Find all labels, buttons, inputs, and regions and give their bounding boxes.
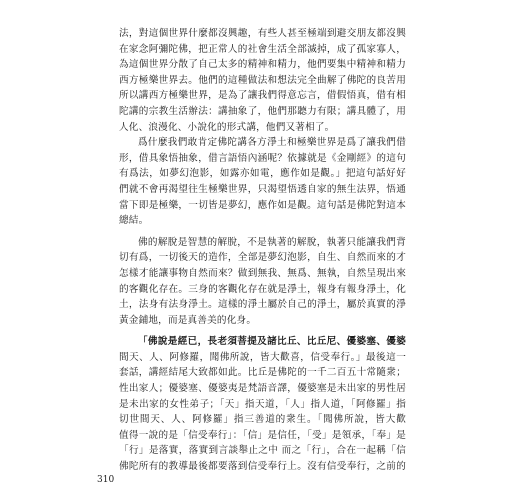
text-line: 「行」是落實，落實到言談舉止之中 而之「行」，合在一起稱「信 <box>119 445 406 457</box>
paragraph-2 <box>119 135 406 229</box>
paragraph-3 <box>119 235 406 329</box>
text-line: 人化、浪漫化、小說化的形式講，他們又著相了。 <box>119 121 335 133</box>
text-line: 佛的解脫是智慧的解脫，不是執著的解脫，執著只能讓我們背 <box>138 236 406 248</box>
text-line: 爲什麼我們敢肯定佛陀講各方淨土和極樂世界是爲了讓我們借 <box>138 137 406 149</box>
text-line: 總結。 <box>119 215 149 227</box>
text-line: 所以講西方極樂世界，是為了讓我們得意忘言，借假悟真，借有相 <box>119 90 406 102</box>
body-text <box>119 26 406 475</box>
text-line: 為這個世界分散了自己太多的精神和精力，他們要集中精神和精力 <box>119 59 406 71</box>
text-line: 怎樣才能讓事物自然而來？做到無我、無爲、無執，自然呈現出來 <box>119 267 406 279</box>
text-line: 間天、人、阿修羅，聞佛所說，皆大歡喜，信受奉行。」最後這一 <box>119 351 406 363</box>
text-line: 套話，講經結尾大致都如此。比丘是佛陀的一千二百五十常隨衆； <box>119 367 406 379</box>
text-line: 形，借具象悟抽象，借言語悟內涵呢？依據就是《金剛經》的這句 <box>119 152 406 164</box>
text-line: 西方極樂世界去。他們的這種做法和想法完全曲解了佛陀的良苦用 <box>119 74 406 86</box>
text-line: 值得一說的是「信受奉行」：「信」是信任，「受」是領承，「奉」是 <box>119 429 406 441</box>
text-line: 土，法身有法身淨土。這樣的淨土屬於自己的淨土，屬於真實的淨 <box>119 299 406 311</box>
text-line: 性出家人；優婆塞、優婆夷是梵語音譯，優婆塞是未出家的男性居 <box>119 383 406 395</box>
text-line: 是未出家的女性弟子；「天」指天道，「人」指人道，「阿修羅」指 <box>119 398 406 410</box>
page-number: 310 <box>97 475 115 485</box>
text-line: 有爲法，如夢幻泡影，如露亦如電，應作如是觀。」把這句話好好 <box>119 168 406 180</box>
text-line: 法，對這個世界什麼都沒興趣，有些人甚至極端到避交朋友都沒興 <box>119 28 406 39</box>
sutra-quote-line: 「佛說是經已，長老須菩提及諸比丘、比丘尼、優婆塞、優婆 <box>138 336 406 348</box>
text-line: 的客觀化存在。三身的客觀化存在就是淨土，報身有報身淨土，化 <box>119 283 406 295</box>
text-line: 黃金鋪地，而是真善美的化身。 <box>119 314 257 326</box>
text-line: 陀講的宗教生活辦法：講抽象了，他們那聽力有限；講具體了，用 <box>119 105 406 117</box>
text-line: 佛陀所有的教導最後都要落到信受奉行上。沒有信受奉行，之前的 <box>119 461 406 473</box>
text-line: 切世間天、人、阿修羅」指三善道的衆生。「聞佛所說，皆大歡 <box>119 414 406 426</box>
paragraph-1 <box>119 26 406 135</box>
text-line: 切有爲，一切後天的造作，全部是夢幻泡影，自生、自然而來的才 <box>119 252 406 264</box>
text-line: 當下即是極樂，一切皆是夢幻，應作如是觀。這句話是佛陀對這本 <box>119 199 406 211</box>
text-line: 在家念阿彌陀佛，把正常人的社會生活全部滅掉，成了孤家寡人， <box>119 43 406 55</box>
paragraph-4 <box>119 334 406 474</box>
text-line: 們就不會再渴望往生極樂世界，只渴望悟透自家的無生法界，悟通 <box>119 183 406 195</box>
